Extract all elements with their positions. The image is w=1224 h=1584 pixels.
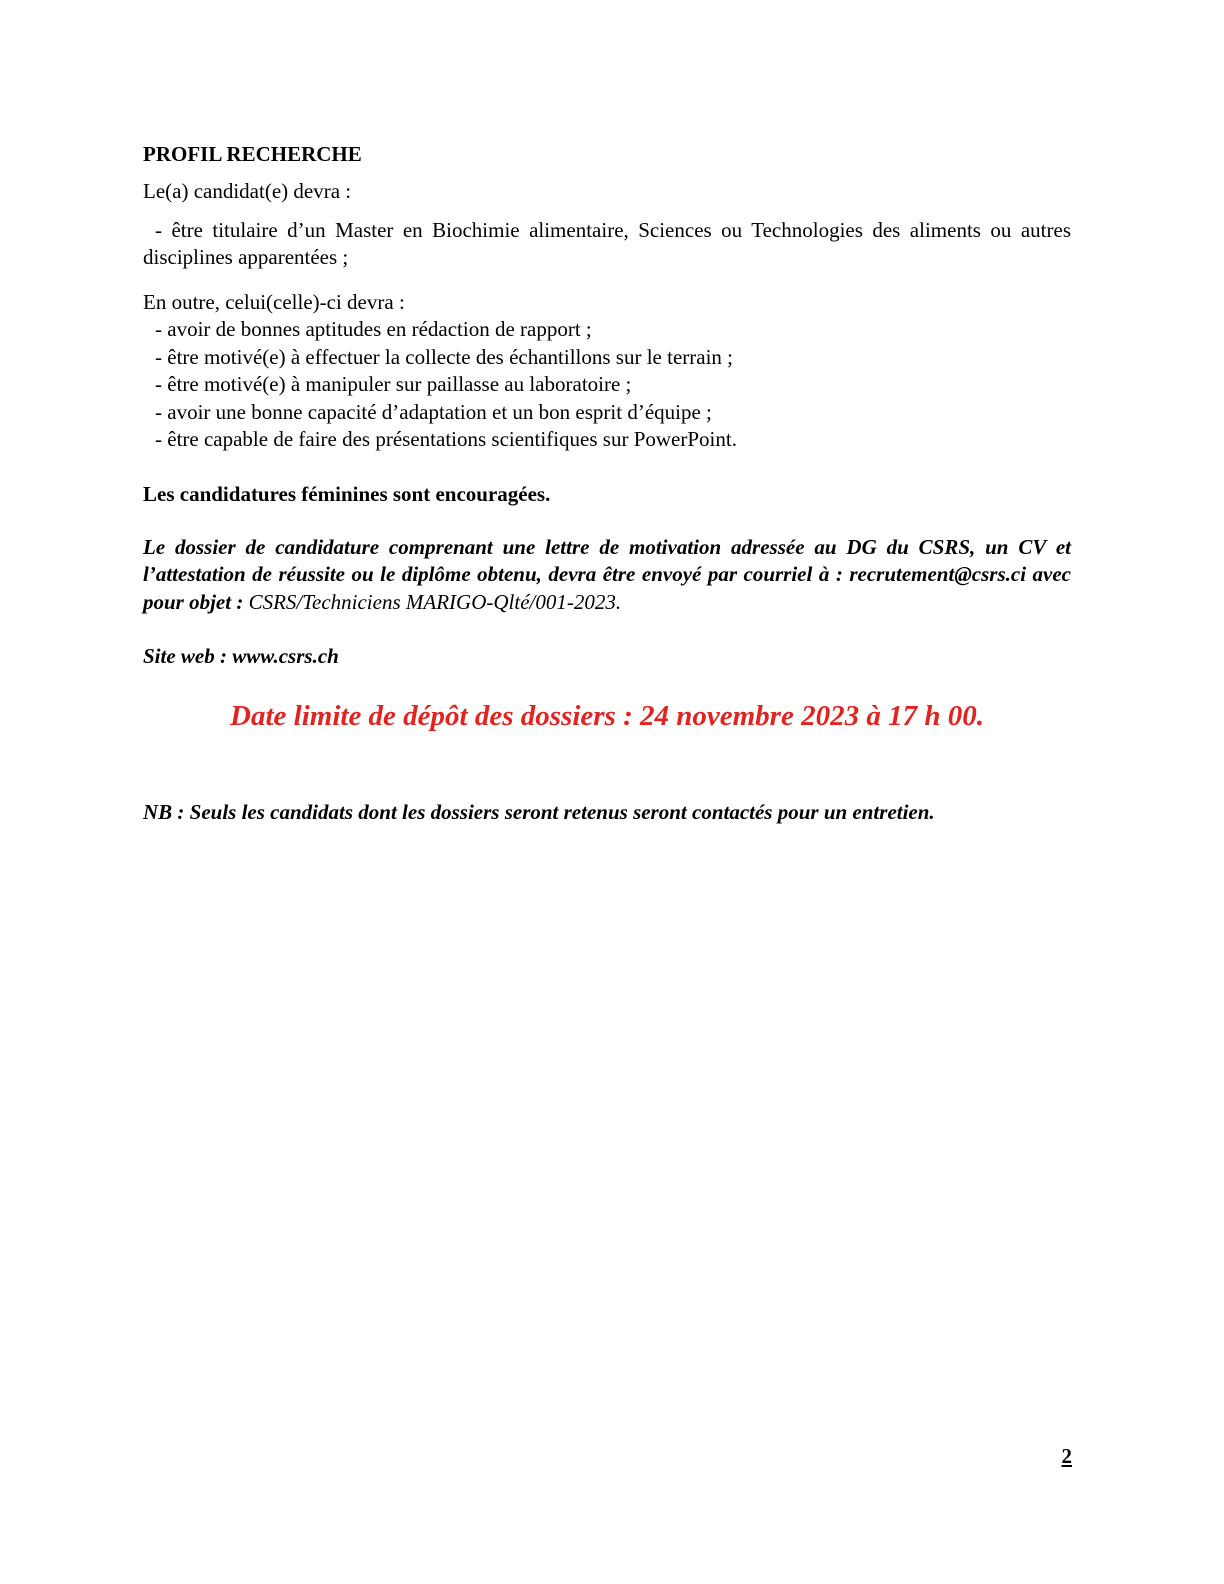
section-heading: PROFIL RECHERCHE: [143, 142, 362, 166]
list-item: - être capable de faire des présentations scientifiques sur PowerPoint.: [155, 427, 737, 451]
application-instructions-text: Le dossier de candidature comprenant une lettre de motivation adressée au DG du CSRS, un CV et l’attestation de réussite ou le diplôme obtenu, devra être envoyé par courriel à : recrutement@csrs.ci avec pour objet :: [143, 534, 1071, 614]
document-page: [143, 140, 1071, 826]
page-number: 2: [1061, 1444, 1072, 1468]
deadline-notice: Date limite de dépôt des dossiers : 24 novembre 2023 à 17 h 00.: [230, 700, 984, 732]
first-requirement-text: - être titulaire d’un Master en Biochimie alimentaire, Sciences ou Technologies des aliments ou autres disciplines apparentées ;: [143, 218, 1071, 269]
list-item: - avoir de bonnes aptitudes en rédaction de rapport ;: [155, 317, 592, 341]
requirements-list: [143, 316, 1071, 454]
list-item: - être motivé(e) à manipuler sur paillasse au laboratoire ;: [155, 372, 632, 396]
email-subject: CSRS/Techniciens MARIGO-Qlté/001-2023.: [248, 589, 622, 614]
footnote-nb: NB : Seuls les candidats dont les dossiers seront retenus seront contactés pour un entretien.: [143, 800, 935, 824]
intro-text: Le(a) candidat(e) devra :: [143, 179, 352, 203]
first-requirement: [143, 217, 1071, 271]
website-line: Site web : www.csrs.ch: [143, 644, 339, 668]
list-item: - avoir une bonne capacité d’adaptation et un bon esprit d’équipe ;: [155, 399, 712, 424]
list-item: - être motivé(e) à effectuer la collecte des échantillons sur le terrain ;: [155, 344, 733, 369]
additional-intro: En outre, celui(celle)-ci devra :: [143, 290, 405, 314]
application-instructions: [143, 534, 1071, 617]
encouragement-text: Les candidatures féminines sont encouragées.: [143, 481, 551, 506]
